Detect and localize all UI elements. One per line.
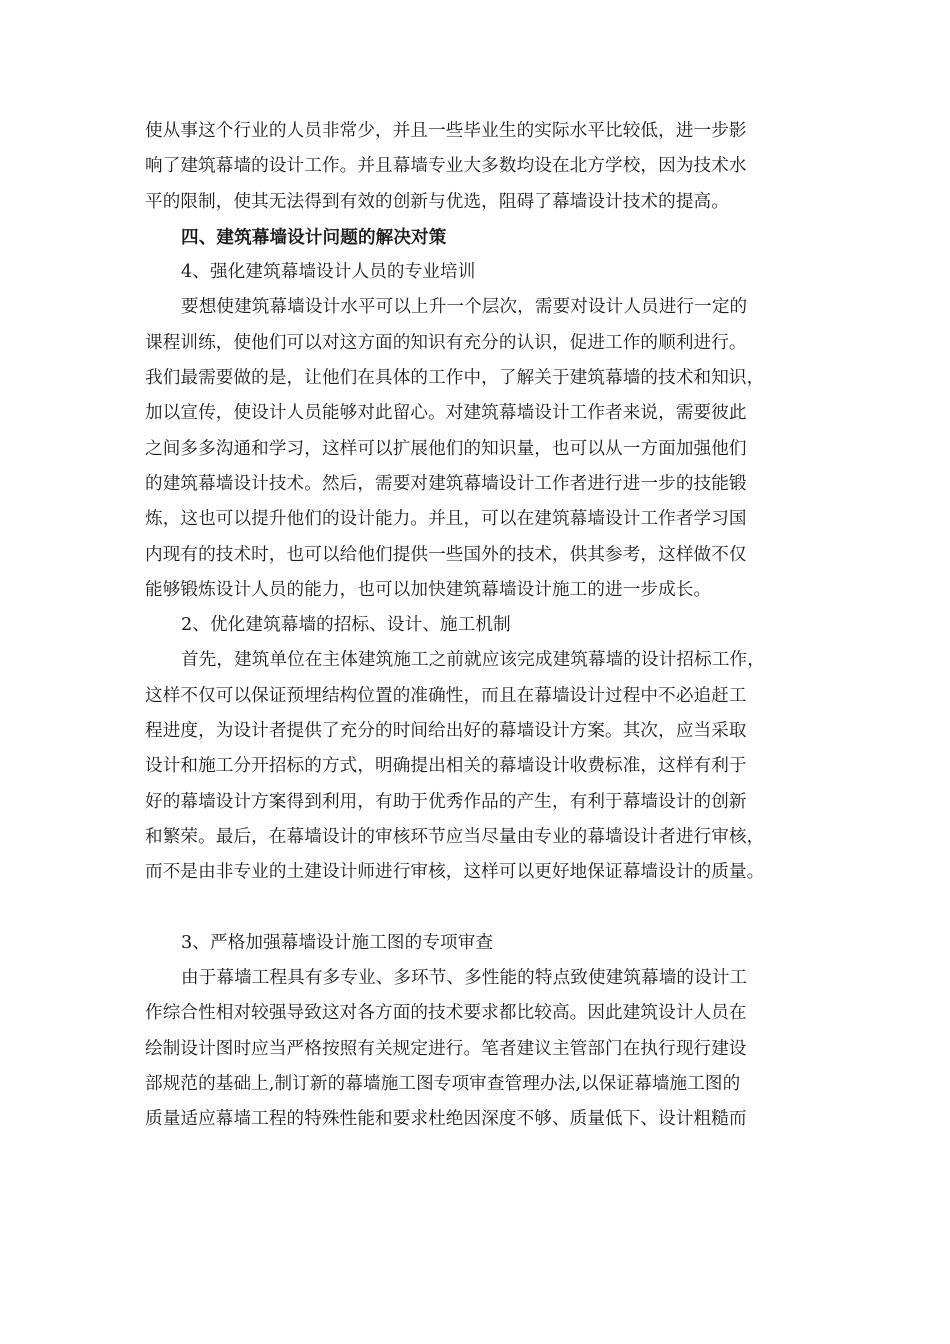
paragraph-line: 质量适应幕墙工程的特殊性能和要求杜绝因深度不够、质量低下、设计粗糙而 bbox=[145, 1109, 747, 1130]
paragraph-line: 炼，这也可以提升他们的设计能力。并且，可以在建筑幕墙设计工作者学习国 bbox=[145, 509, 747, 530]
subsection-heading: 2、优化建筑幕墙的招标、设计、施工机制 bbox=[181, 615, 511, 636]
paragraph-line: 设计和施工分开招标的方式，明确提出相关的幕墙设计收费标准，这样有利于 bbox=[145, 756, 747, 777]
paragraph-line: 程进度，为设计者提供了充分的时间给出好的幕墙设计方案。其次，应当采取 bbox=[145, 721, 747, 742]
paragraph-line: 要想使建筑幕墙设计水平可以上升一个层次，需要对设计人员进行一定的 bbox=[181, 297, 748, 318]
paragraph-line: 我们最需要做的是，让他们在具体的工作中，了解关于建筑幕墙的技术和知识， bbox=[145, 368, 765, 389]
paragraph-line: 能够锻炼设计人员的能力，也可以加快建筑幕墙设计施工的进一步成长。 bbox=[145, 579, 712, 600]
paragraph-line: 的建筑幕墙设计技术。然后，需要对建筑幕墙设计工作者进行进一步的技能锻 bbox=[145, 473, 747, 494]
paragraph-line: 这样不仅可以保证预埋结构位置的准确性，而且在幕墙设计过程中不必追赶工 bbox=[145, 685, 747, 706]
paragraph-line: 作综合性相对较强导致这对各方面的技术要求都比较高。因此建筑设计人员在 bbox=[145, 1003, 747, 1024]
section-heading: 四、建筑幕墙设计问题的解决对策 bbox=[181, 226, 447, 248]
subsection-heading: 3、严格加强幕墙设计施工图的专项审查 bbox=[181, 932, 494, 953]
paragraph-line: 和繁荣。最后，在幕墙设计的审核环节应当尽量由专业的幕墙设计者进行审核， bbox=[145, 826, 765, 847]
paragraph-line: 而不是由非专业的土建设计师进行审核，这样可以更好地保证幕墙设计的质量。 bbox=[145, 862, 765, 883]
paragraph-line: 部规范的基础上,制订新的幕墙施工图专项审查管理办法,以保证幕墙施工图的 bbox=[145, 1074, 741, 1095]
document-body bbox=[145, 114, 818, 1138]
paragraph-line: 加以宣传，使设计人员能够对此留心。对建筑幕墙设计工作者来说，需要彼此 bbox=[145, 403, 747, 424]
blank-line bbox=[145, 891, 818, 926]
paragraph-line: 绘制设计图时应当严格按照有关规定进行。笔者建议主管部门在执行现行建设 bbox=[145, 1038, 747, 1059]
paragraph-line: 之间多多沟通和学习，这样可以扩展他们的知识量，也可以从一方面加强他们 bbox=[145, 438, 747, 459]
paragraph-line: 平的限制，使其无法得到有效的创新与优选，阻碍了幕墙设计技术的提高。 bbox=[145, 191, 729, 212]
subsection-heading: 4、强化建筑幕墙设计人员的专业培训 bbox=[181, 262, 476, 283]
paragraph-line: 首先，建筑单位在主体建筑施工之前就应该完成建筑幕墙的设计招标工作， bbox=[181, 650, 765, 671]
paragraph-line: 好的幕墙设计方案得到利用，有助于优秀作品的产生，有利于幕墙设计的创新 bbox=[145, 791, 747, 812]
paragraph-line: 由于幕墙工程具有多专业、多环节、多性能的特点致使建筑幕墙的设计工 bbox=[181, 968, 748, 989]
paragraph-line: 课程训练，使他们可以对这方面的知识有充分的认识，促进工作的顺利进行。 bbox=[145, 332, 747, 353]
paragraph-line: 响了建筑幕墙的设计工作。并且幕墙专业大多数均设在北方学校，因为技术水 bbox=[145, 156, 747, 177]
paragraph-line: 内现有的技术时，也可以给他们提供一些国外的技术，供其参考，这样做不仅 bbox=[145, 544, 747, 565]
paragraph-line: 使从事这个行业的人员非常少，并且一些毕业生的实际水平比较低，进一步影 bbox=[145, 121, 747, 141]
